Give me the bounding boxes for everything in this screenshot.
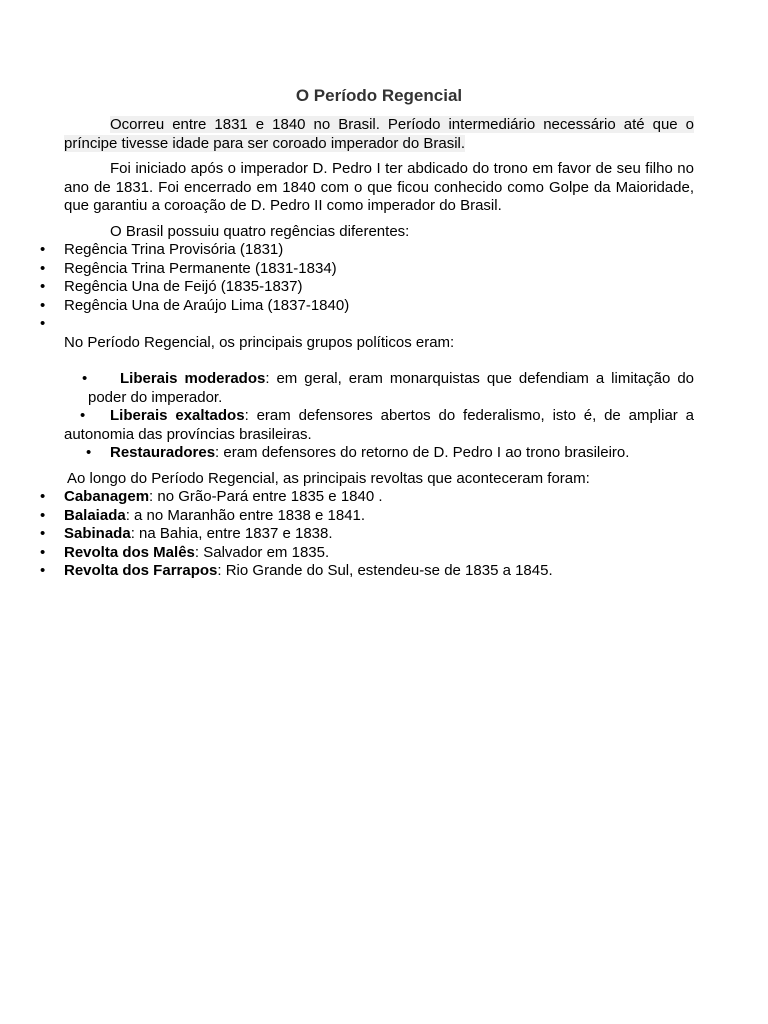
bullet-icon: • [40,296,46,314]
list-item [40,259,694,279]
grupo-name: Liberais moderados [120,370,266,387]
bullet-icon: • [40,506,46,524]
list-item-text: Regência Una de Feijó (1835-1837) [64,278,303,295]
revolta-desc: : a no Maranhão entre 1838 e 1841. [125,506,366,524]
paragraph-regencias-intro: O Brasil possuiu quatro regências diferentes: [110,222,410,240]
paragraph-grupos-intro: No Período Regencial, os principais grupos políticos eram: [64,333,455,351]
list-item [40,543,694,563]
paragraph-inicio: Foi iniciado após o imperador D. Pedro I ter abdicado do trono em favor de seu filho no ano de 1831. Foi encerrado em 1840 com o que ficou conhecido como Golpe da Maioridade, que garantiu a coroação de D. Pedro II como imperador do Brasil. [64,160,694,214]
bullet-icon: • [40,315,46,332]
document-page [40,86,695,581]
revolta-desc: : na Bahia, entre 1837 e 1838. [130,525,333,542]
list-item-text: Regência Trina Permanente (1831-1834) [64,259,337,277]
revolta-name: Revolta dos Malês [64,543,195,561]
regencias-list [40,241,694,334]
revolta-name: Revolta dos Farrapos [64,562,218,579]
list-item-text: Regência Una de Araújo Lima (1837-1840) [64,296,350,314]
bullet-icon: • [40,543,46,561]
paragraph-intro [64,116,694,153]
bullet-icon: • [40,562,46,579]
list-item [64,407,694,444]
bullet-icon: • [40,241,46,258]
list-item [64,370,694,407]
revolta-name: Sabinada [64,525,131,542]
bullet-icon: • [80,407,86,424]
revolta-desc: : Salvador em 1835. [194,543,330,561]
grupo-desc: : eram defensores abertos do federalismo, isto é, de ampliar a autonomia das províncias brasileiras. [64,407,694,443]
bullet-icon: • [40,525,46,542]
paragraph-intro-text: Ocorreu entre 1831 e 1840 no Brasil. Período intermediário necessário até que o príncipe tivesse idade para ser coroado imperador do Brasil. [64,116,694,152]
revoltas-list [40,488,694,581]
list-item [40,315,694,334]
page-title: O Período Regencial [295,86,463,105]
grupo-name: Liberais exaltados [110,407,245,424]
list-item [40,296,694,316]
paragraph-revoltas-intro: Ao longo do Período Regencial, as principais revoltas que aconteceram foram: [67,469,590,487]
grupos-list [64,370,694,463]
list-item [40,241,694,260]
bullet-icon: • [82,370,88,387]
grupo-desc: : eram defensores do retorno de D. Pedro I ao trono brasileiro. [215,444,630,461]
list-item [40,506,694,526]
grupo-desc: : em geral, eram monarquistas que defendiam a limitação do poder do imperador. [88,370,695,406]
list-item [64,444,694,463]
bullet-icon: • [40,259,46,277]
revolta-name: Cabanagem [64,488,150,505]
bullet-icon: • [40,488,46,505]
list-item [40,278,694,297]
grupo-name: Restauradores [110,444,216,461]
revolta-desc: : no Grão-Pará entre 1835 e 1840 . [149,488,383,505]
list-item-text: Regência Trina Provisória (1831) [64,241,284,258]
list-item [40,525,694,544]
bullet-icon: • [40,278,46,295]
list-item [40,562,694,581]
revolta-desc: : Rio Grande do Sul, estendeu-se de 1835 a 1845. [217,562,553,579]
revolta-name: Balaiada [64,506,126,524]
bullet-icon: • [86,444,92,461]
list-item [40,488,694,507]
